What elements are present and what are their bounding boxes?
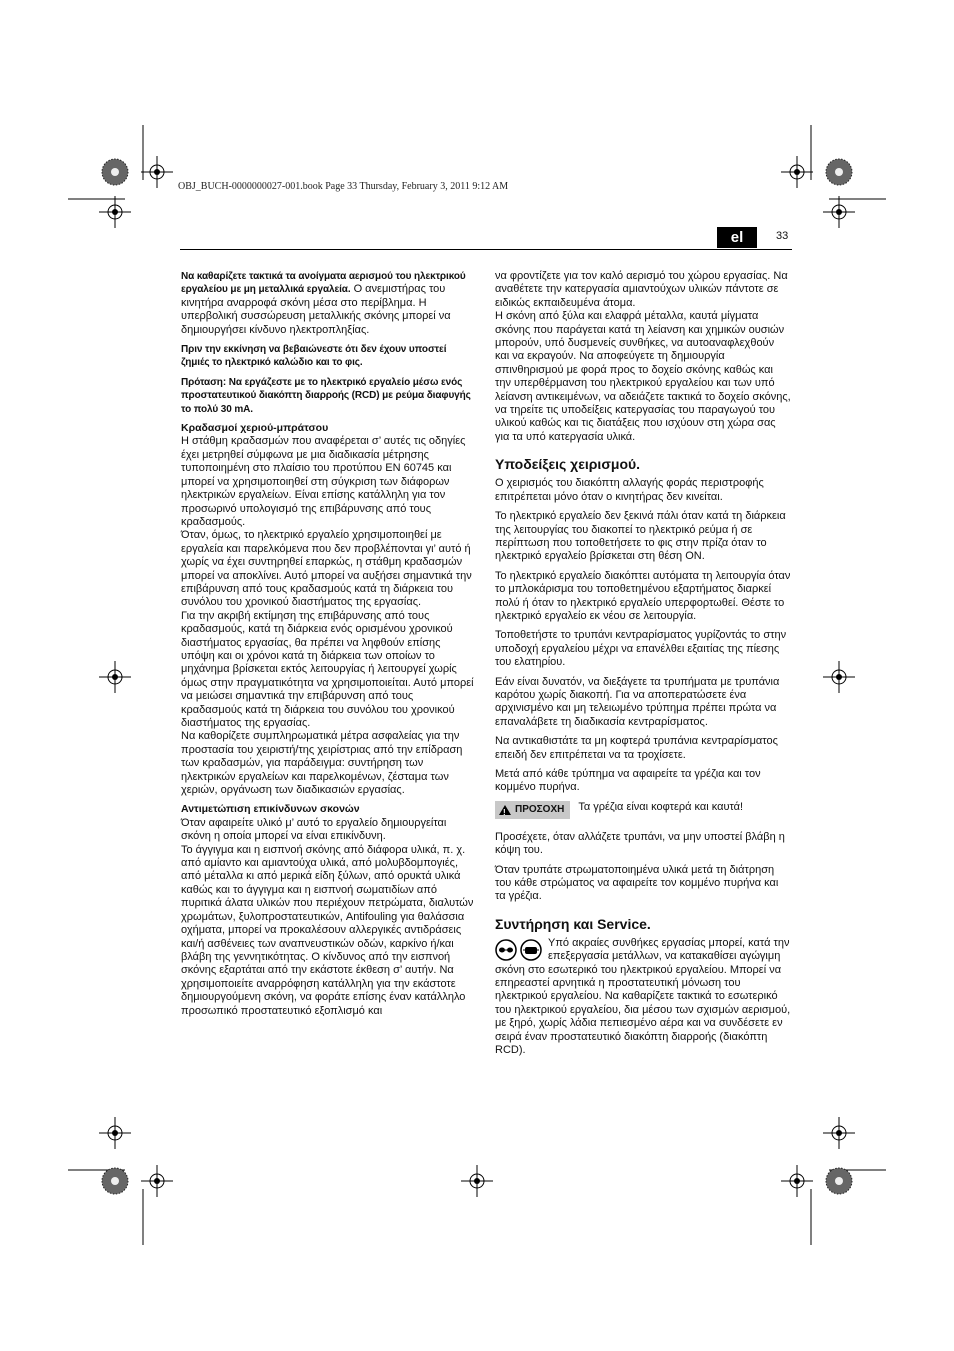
page-number: 33: [776, 230, 789, 242]
paragraph-text: Ο ανεμιστήρας του κινητήρα αναρροφά σκόνη μέσα στο περίβλημα. Η υπερβολική συσσώρευση μεταλλικής σκόνης μπορεί να δημιουργήσει κίνδυνο ηλεκτροπληξίας.: [181, 283, 451, 336]
eye-protection-icon: [495, 939, 517, 961]
section-subheading: Κραδασμοί χεριού-μπράτσου: [181, 422, 329, 435]
paragraph: Για την ακριβή εκτίμηση της επιβάρυνσης από τους κραδασμούς, κατά τη διάρκεια ενός ορισμένου χρονικού διαστήματος εργασίας, θα πρέπει να ληφθούν επίσης υπόψη και οι χρόνοι κατά τη διάρκεια των οποίων το μηχάνημα βρίσκεται εκτός λειτουργίας ή λειτουργεί χωρίς όμως στην πραγματικότητα να χρησιμοποιείται. Αυτό μπορεί να μειώσει σημαντικά την επιβάρυνση από τους κραδασμούς κατά τη διάρκεια του συνόλου του χρονικού διαστήματος της εργασίας.: [181, 609, 474, 729]
section-subheading: Αντιμετώπιση επικίνδυνων σκονών: [181, 803, 360, 816]
paragraph: Το άγγιγμα και η εισπνοή σκόνης από διάφορα υλικά, π. χ. από αμίαντο και αμιαντούχα υλικά, από μολυβδομπογιές, από μέταλλα κι από μερικά είδη ξύλων, από ορυκτά υλικά καθώς και το άγγιγμα και η εισπνοή σωματιδίων από πυριτικά άλατα υλικών που περιέχουν πετρώματα, διαλυτών χρωμάτων, ξυλοπροστατευτικών, Antifouling για θαλάσσια οχήματα, μπορεί να προκαλέσουν αλλεργικές αντιδράσεις και/ή ασθένειες των αναπνευστικών οδών, καρκίνο ή/και βλάβη της γεννητικότητας. Ο κίνδυνος από την εισπνοή σκόνης εξαρτάται από την εκάστοτε έκθεση σ’ αυτήν. Να χρησιμοποιείτε αναρρόφηση κατάλληλη για την εκάστοτε δημιουργούμενη σκόνη, να φοράτε επίσης έναν κατάλληλο προσωπικό προστατευτικό εξοπλισμό και: [181, 843, 474, 1017]
section-heading: Υποδείξεις χειρισμού.: [495, 456, 641, 473]
paragraph: Ο χειρισμός του διακόπτη αλλαγής φοράς περιστροφής επιτρέπεται μόνο όταν ο κινητήρας δεν κινείται.: [495, 477, 764, 503]
paragraph: Τοποθετήστε το τρυπάνι κεντραρίσματος γυρίζοντάς το στην υποδοχή εργαλείου μέχρι να επανέλθει εξαιτίας της πίεσης του ελατηρίου.: [495, 629, 787, 669]
paragraph: Όταν, όμως, το ηλεκτρικό εργαλείο χρησιμοποιηθεί με εργαλεία και παρελκόμενα που δεν προβλέπονται γι’ αυτό ή χωρίς να έχει συντηρηθεί επαρκώς, η στάθμη κραδασμών μπορεί να αποκλίνει. Αυτό μπορεί να αυξήσει σημαντικά την επιβάρυνση από τους κραδασμούς κατά τη διάρκεια του συνόλου του χρονικού διαστήματος της εργασίας.: [181, 529, 472, 609]
paragraph: Το ηλεκτρικό εργαλείο δεν ξεκινά πάλι όταν κατά τη διάρκεια της λειτουργίας του διακοπεί το ηλεκτρικό ρεύμα ή σε περίπτωση που τοποθετήσετε το φις στην πρίζα όταν το ηλεκτρικό εργαλείο βρίσκεται στη θέση ON.: [495, 510, 786, 563]
service-block: [495, 937, 791, 1058]
warning-triangle-icon: [499, 805, 511, 815]
paragraph: Το ηλεκτρικό εργαλείο διακόπτει αυτόματα τη λειτουργία όταν το μπλοκάρισμα του τοποθετημένου εξαρτήματος διαρκεί πολύ ή όταν το ηλεκτρικό εργαλείο υπερφορτωθεί. Θέστε το ηλεκτρικό εργαλείο εκ νέου σε λειτουργία.: [495, 569, 791, 622]
section-heading: Συντήρηση και Service.: [495, 915, 651, 932]
paragraph: Μετά από κάθε τρύπημα να αφαιρείτε τα γρέζια και τον κομμένο πυρήνα.: [495, 768, 761, 794]
paragraph: Εάν είναι δυνατόν, να διεξάγετε τα τρυπήματα με τρυπάνια καρότου χωρίς διακοπή. Για να αποπερατώσετε ένα αρχινισμένο και μη τελειωμένο τρύπημα πρέπει πρώτα να επαναλάβετε τη διαδικασία κεντραρίσματος.: [495, 675, 780, 728]
bold-instruction: Πρόταση: Να εργάζεστε με το ηλεκτρικό εργαλείο μέσω ενός προστατευτικού διακόπτη διαρροής (RCD) με ρεύμα διαφυγής το πολύ 30 mA.: [181, 376, 471, 415]
file-info-header: OBJ_BUCH-0000000027-001.book Page 33 Thursday, February 3, 2011 9:12 AM: [178, 181, 509, 192]
service-icons: [495, 939, 542, 961]
paragraph: Όταν αφαιρείτε υλικό μ’ αυτό το εργαλείο δημιουργείται σκόνη η οποία μπορεί να είναι επικίνδυνη.: [181, 816, 447, 843]
warning-label: ΠΡΟΣΟΧΗ: [515, 804, 565, 816]
language-tab: el: [717, 227, 757, 248]
mask-protection-icon: [520, 939, 542, 961]
paragraph: Προσέχετε, όταν αλλάζετε τρυπάνι, να μην υποστεί βλάβη η κόψη του.: [495, 830, 785, 857]
paragraph: [181, 270, 477, 337]
bold-instruction: Πριν την εκκίνηση να βεβαιώνεστε ότι δεν έχουν υποστεί ζημιές το ηλεκτρικό καλώδιο και το φις.: [181, 344, 447, 369]
paragraph: Να αντικαθιστάτε τα μη κοφτερά τρυπάνια κεντραρίσματος επειδή δεν επιτρέπεται να τα τροχίσετε.: [495, 735, 778, 761]
warning-notice: [495, 801, 791, 819]
paragraph: Να καθορίζετε συμπληρωματικά μέτρα ασφαλείας για την προστασία του χειριστή/της χειρίστριας από την επίδραση των κραδασμών, για παράδειγμα: συντήρηση των ηλεκτρικών εργαλείων και παρελκομένων, ζέσταμα των χεριών, οργάνωση των διαδικασιών εργασίας.: [181, 730, 463, 797]
paragraph: Υπό ακραίες συνθήκες εργασίας μπορεί, κατά την επεξεργασία μετάλλων, να κατακαθίσει αγώγιμη σκόνη στο εσωτερικό του ηλεκτρικού εργαλείου. Μπορεί να επηρεαστεί αρνητικά η προστατευτική μόνωση του ηλεκτρικού εργαλείου. Να καθαρίζετε τακτικά το εσωτερικό του ηλεκτρικού εργαλείου, δια μέσου των σχισμών αερισμού, με ξηρό, χωρίς λάδια πεπιεσμένο αέρα και να συνδέσετε εν σειρά έναν προστατευτικό διακόπτη διαρροής (διακόπτη RCD).: [495, 936, 791, 1057]
left-column: [181, 270, 477, 1018]
paragraph: να φροντίζετε για τον καλό αερισμό του χώρου εργασίας. Να αναθέτετε την κατεργασία αμιαντούχων υλικών πάντοτε σε ειδικώς εκπαιδευμένα άτομα.: [495, 270, 788, 309]
right-column: [495, 270, 791, 1058]
paragraph: Η σκόνη από ξύλα και ελαφρά μέταλλα, καυτά μίγματα σκόνης που παράγεται κατά τη λείανση και χημικών ουσιών μπορούν, υπό δυσμενείς συνθήκες, να αυτοαναφλεχθούν και να εκραγούν. Να αποφεύγετε τη δημιουργία σπινθηρισμού με φορά προς το δοχείο σκόνης καθώς και την υπερθέρμανση του ηλεκτρικού εργαλείου και των υπό λείανση αντικειμένων, να αδειάζετε τακτικά το δοχείο σκόνης, να τηρείτε τις υποδείξεις κατεργασίας του παραγωγού του υλικού καθώς και τις διατάξεις που ισχύουν στη χώρα σας για τα υπό κατεργασία υλικά.: [495, 310, 791, 443]
paragraph: Όταν τρυπάτε στρωματοποιημένα υλικά μετά τη διάτρηση του κάθε στρώματος να αφαιρείτε τον κομμένο πυρήνα και τα γρέζια.: [495, 863, 779, 903]
header-rule: [180, 249, 792, 250]
paragraph: Η στάθμη κραδασμών που αναφέρεται σ’ αυτές τις οδηγίες έχει μετρηθεί σύμφωνα με μια διαδικασία μέτρησης τυποποιημένη στο πλαίσιο του προτύπου EN 60745 και μπορεί να χρησιμοποιηθεί στη σύγκριση των διάφορων ηλεκτρικών εργαλείων. Είναι επίσης κατάλληλη για τον προσωρινό υπολογισμό της επιβάρυνσης από τους κραδασμούς.: [181, 435, 466, 528]
warning-badge: [495, 801, 570, 819]
bold-instruction: Να καθαρίζετε τακτικά τα ανοίγματα αερισμού του ηλεκτρικού εργαλείου με μη μεταλλικά εργαλεία.: [181, 271, 466, 296]
warning-text: Τα γρέζια είναι κοφτερά και καυτά!: [578, 800, 744, 813]
